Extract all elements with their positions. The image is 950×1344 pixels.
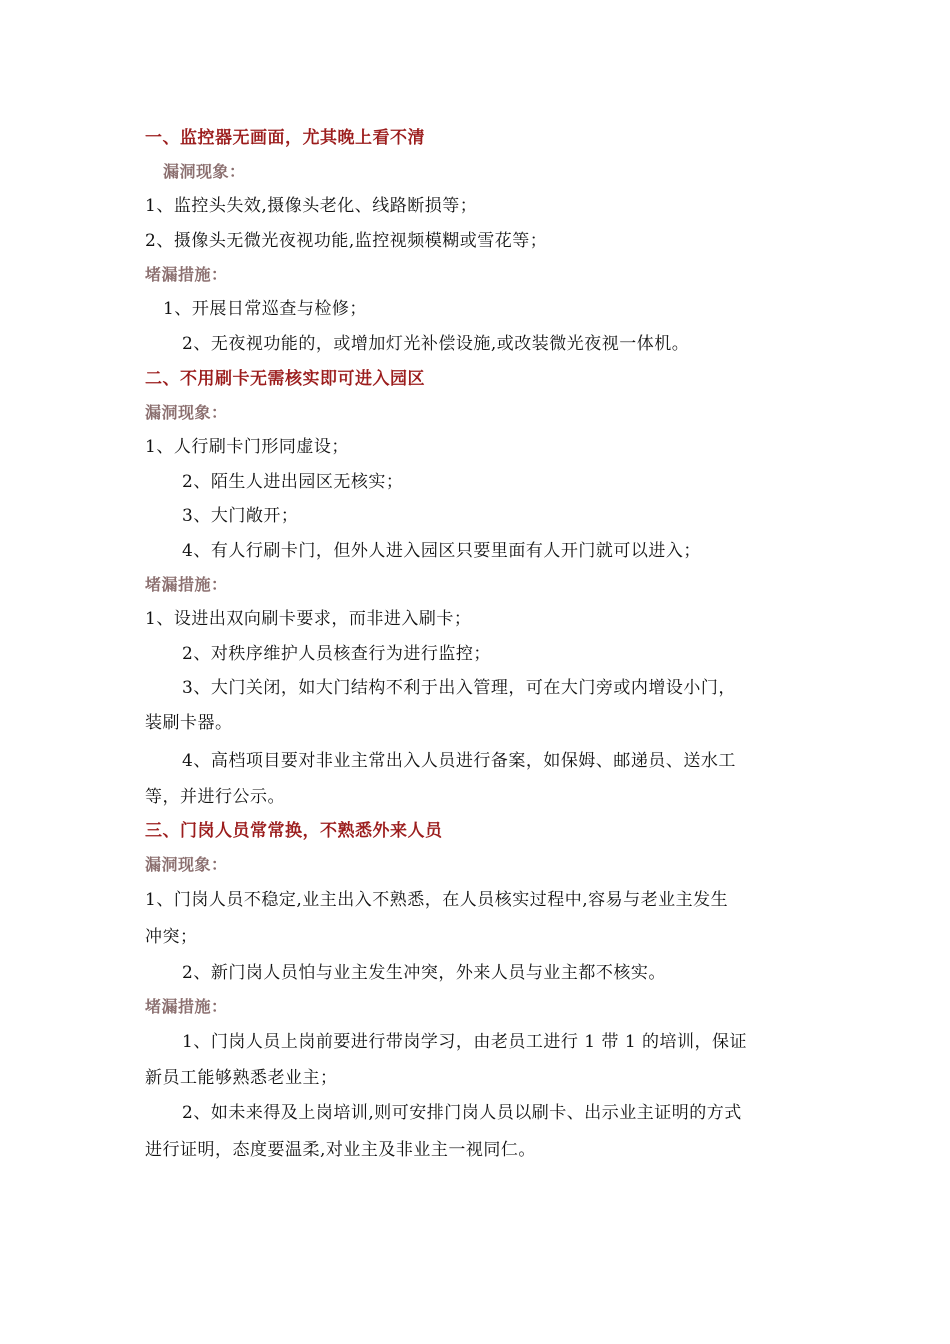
section-3-measure-item-cont: 进行证明，态度要温柔,对业主及非业主一视同仁。	[145, 1140, 536, 1160]
section-1-phenomenon-label: 漏洞现象：	[163, 162, 246, 181]
section-2-phenomenon-item: 3、大门敞开；	[182, 506, 299, 526]
section-2-heading: 二、不用刷卡无需核实即可进入园区	[145, 369, 425, 389]
section-2-measures-label: 堵漏措施：	[145, 575, 228, 594]
section-3-phenomenon-label: 漏洞现象：	[145, 855, 228, 874]
section-3-measure-item-cont: 新员工能够熟悉老业主；	[145, 1068, 338, 1088]
section-1-measure-item: 2、无夜视功能的，或增加灯光补偿设施,或改装微光夜视一体机。	[182, 334, 690, 354]
section-2-measure-item: 1、设进出双向刷卡要求，而非进入刷卡；	[145, 609, 472, 629]
section-3-measure-item: 1、门岗人员上岗前要进行带岗学习，由老员工进行 1 带 1 的培训，保证	[182, 1032, 748, 1052]
section-2-measure-item: 2、对秩序维护人员核查行为进行监控；	[182, 644, 491, 664]
section-3-phenomenon-item: 2、新门岗人员怕与业主发生冲突，外来人员与业主都不核实。	[182, 963, 666, 983]
section-2-phenomenon-label: 漏洞现象：	[145, 403, 228, 422]
section-2-measure-item: 3、大门关闭，如大门结构不利于出入管理，可在大门旁或内增设小门，	[182, 678, 736, 698]
section-1-measure-item: 1、开展日常巡查与检修；	[163, 299, 367, 319]
section-2-phenomenon-item: 2、陌生人进出园区无核实；	[182, 472, 404, 492]
section-3-measures-label: 堵漏措施：	[145, 997, 228, 1016]
section-1-heading: 一、监控器无画面，尤其晚上看不清	[145, 128, 425, 148]
section-2-phenomenon-item: 4、有人行刷卡门，但外人进入园区只要里面有人开门就可以进入；	[182, 541, 701, 561]
section-1-phenomenon-item: 1、监控头失效,摄像头老化、线路断损等；	[145, 196, 478, 216]
section-3-phenomenon-item-cont: 冲突；	[145, 927, 198, 947]
section-3-measure-item: 2、如未来得及上岗培训,则可安排门岗人员以刷卡、出示业主证明的方式	[182, 1103, 742, 1123]
section-2-measure-item-cont: 装刷卡器。	[145, 713, 233, 733]
section-2-measure-item: 4、高档项目要对非业主常出入人员进行备案，如保姆、邮递员、送水工	[182, 751, 736, 771]
section-1-phenomenon-item: 2、摄像头无微光夜视功能,监控视频模糊或雪花等；	[145, 231, 548, 251]
section-3-phenomenon-item: 1、门岗人员不稳定,业主出入不熟悉，在人员核实过程中,容易与老业主发生	[145, 890, 729, 910]
section-3-heading: 三、门岗人员常常换，不熟悉外来人员	[145, 821, 443, 841]
section-1-measures-label: 堵漏措施：	[145, 265, 228, 284]
section-2-measure-item-cont: 等，并进行公示。	[145, 787, 285, 807]
section-2-phenomenon-item: 1、人行刷卡门形同虚设；	[145, 437, 349, 457]
